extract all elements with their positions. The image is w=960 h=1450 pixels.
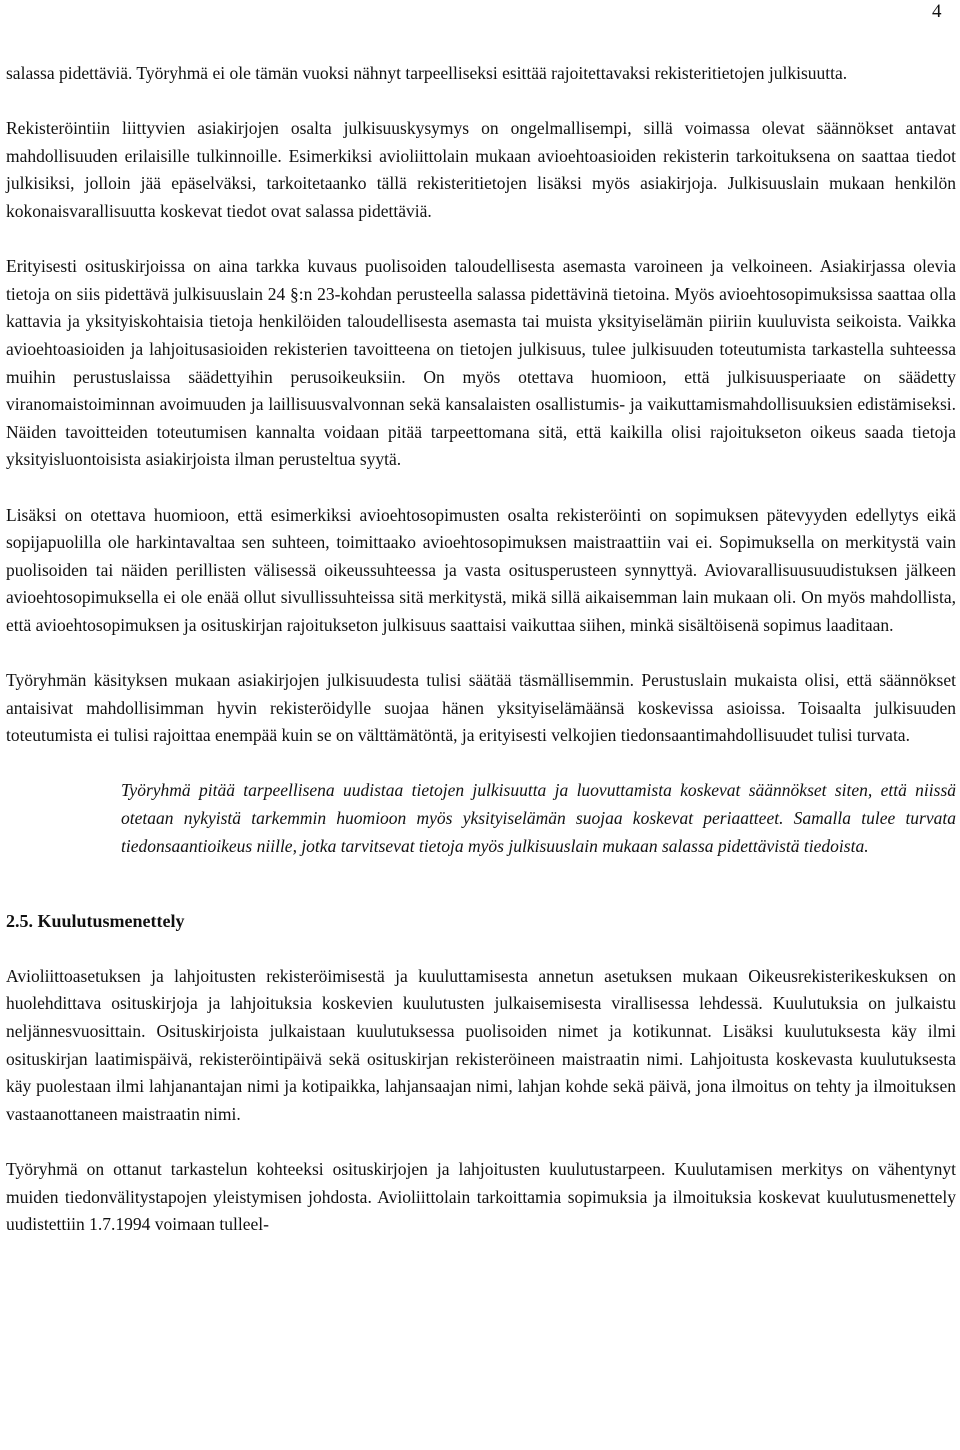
document-body: [6, 60, 956, 1266]
paragraph-5: Työryhmän käsityksen mukaan asiakirjojen julkisuudesta tulisi säätää täsmällisemmin. Perustuslain mukaista olisi, että säännökset antaisivat mahdollisimman hyvin rekisteröidylle suojaa hänen yksityiselämäänsä koskevissa asioissa. Toisaalta julkisuuden toteutumista ei tulisi rajoittaa enempää kuin se on välttämätöntä, ja erityisesti velkojien tiedonsaantimahdollisuudet tulisi turvata.: [6, 670, 956, 746]
section-heading: 2.5. Kuulutusmenettely: [6, 911, 185, 932]
paragraph-3: Erityisesti osituskirjoissa on aina tarkka kuvaus puolisoiden taloudellisesta asemasta varoineen ja velkoineen. Asiakirjassa olevia tietoja on siis pidettävä julkisuuslain 24 §:n 23-kohdan perusteella salassa pidettävinä tietoina. Myös avioehtosopimuksissa saattaa olla kattavia ja yksityiskohtaisia tietoja henkilöiden taloudellisesta asemasta tai muista yksityiselämän piiriin kuuluvista seikoista. Vaikka avioehtoasioiden ja lahjoitusasioiden rekisterien tavoitteena on tietojen julkisuus, tulee julkisuuden toteutumista tarkastella suhteessa muihin perustuslaissa säädettyihin perusoikeuksiin. On myös otettava huomioon, että julkisuusperiaate on säädetty viranomaistoiminnan avoimuuden ja laillisuusvalvonnan sekä kansalaisten osallistumis- ja vaikuttamismahdollisuuksien edistämiseksi. Näiden tavoitteiden toteutumisen kannalta voidaan pitää tarpeettomana sitä, että kaikilla olisi rajoitukseton oikeus saada tietoja yksityisluontoisista asiakirjoista ilman perusteltua syytä.: [6, 256, 956, 470]
paragraph-6: Avioliittoasetuksen ja lahjoitusten rekisteröimisestä ja kuuluttamisesta annetun asetuksen mukaan Oikeusrekisterikeskuksen on huolehdittava osituskirjoja ja lahjoituksia koskevien kuulutusten julkaisemisesta virallisessa lehdessä. Kuulutuksia on julkaistu neljännesvuosittain. Osituskirjoista julkaistaan kuulutuksessa puolisoiden nimet ja kotikunnat. Lisäksi kuulutuksesta käy ilmi osituskirjan laatimispäivä, rekisteröintipäivä sekä osituskirjan rekisteröineen maistraatin nimi. Lahjoitusta koskevasta kuulutuksesta käy puolestaan ilmi lahjanantajan nimi ja kotipaikka, lahjansaajan nimi, lahjan kohde sekä päivä, jona ilmoitus on tehty ja ilmoituksen vastaanottaneen maistraatin nimi.: [6, 965, 956, 1124]
page-number: 4: [932, 1, 942, 22]
paragraph-1: salassa pidettäviä. Työryhmä ei ole tämän vuoksi nähnyt tarpeelliseksi esittää rajoitettavaksi rekisteritietojen julkisuutta.: [6, 63, 848, 83]
paragraph-4: Lisäksi on otettava huomioon, että esimerkiksi avioehtosopimusten osalta rekisteröinti on sopimuksen pätevyyden edellytys eikä sopijapuolilla ole harkintavaltaa sen suhteen, toimittaako avioehtosopimuksen maistraattiin vai ei. Sopimuksella on merkitystä vain puolisoiden tai näiden perillisten välisessä oikeussuhteessa ja vasta ositusperusteen synnyttyä. Aviovarallisuusuudistuksen jälkeen avioehtosopimuksella ei ole enää ollut sivullissuhteissa sitä merkitystä, mikä sillä aikaisemman lain mukaan oli. On myös mahdollista, että avioehtosopimuksen ja osituskirjan rajoitukseton julkisuus saattaisi vaikuttaa siihen, minkä sisältöisenä sopimus laaditaan.: [6, 504, 956, 635]
paragraph-2: Rekisteröintiin liittyvien asiakirjojen osalta julkisuuskysymys on ongelmallisempi, sillä voimassa olevat säännökset antavat mahdollisuuden erilaisille tulkinnoille. Esimerkiksi avioliittolain mukaan avioehtoasioiden rekisterin tarkoituksena on saattaa tiedot julkisiksi, jolloin jää epäselväksi, tarkoitetaanko tällä rekisteritietojen lisäksi myös asiakirjoja. Julkisuuslain mukaan henkilön kokonaisvarallisuutta koskevat tiedot ovat salassa pidettäviä.: [6, 118, 956, 221]
proposal-quote: Työryhmä pitää tarpeellisena uudistaa tietojen julkisuutta ja luovuttamista koskevat säännökset siten, että niissä otetaan nykyistä tarkemmin huomioon myös yksityiselämän suojaa koskevat periaatteet. Samalla tulee turvata tiedonsaantioikeus niille, jotka tarvitsevat tietoja myös julkisuuslain mukaan salassa pidettävistä tiedoista.: [121, 780, 956, 856]
paragraph-7: Työryhmä on ottanut tarkastelun kohteeksi osituskirjojen ja lahjoitusten kuulutustarpeen. Kuulutamisen merkitys on vähentynyt muiden tiedonvälitystapojen yleistymisen johdosta. Avioliittolain tarkoittamia sopimuksia ja ilmoituksia koskevat kuulutusmenettely uudistettiin 1.7.1994 voimaan tulleel-: [6, 1158, 956, 1235]
